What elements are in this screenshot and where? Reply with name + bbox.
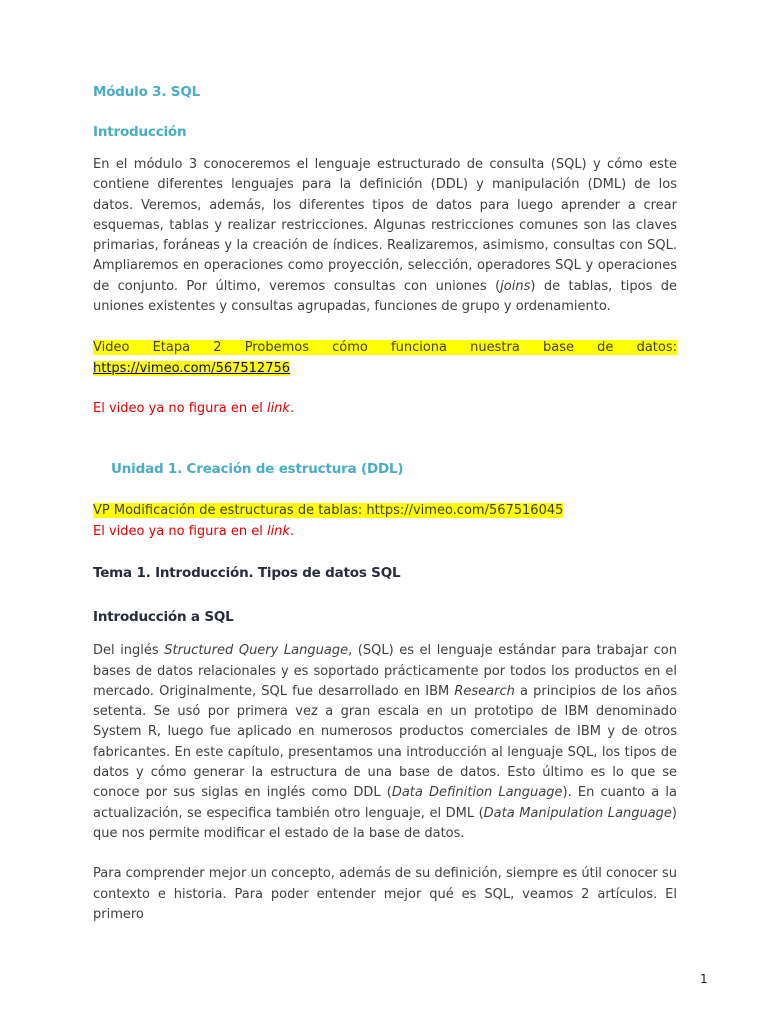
sql-intro-heading: Introducción a SQL: [93, 609, 234, 626]
topic-heading: Tema 1. Introducción. Tipos de datos SQL: [93, 565, 401, 582]
video1-block: [93, 338, 677, 379]
video2-note: [93, 522, 677, 542]
intro-heading: Introducción: [93, 124, 187, 140]
sql-italic-2: Research: [454, 683, 515, 699]
sql-text-5: ) que nos permite modificar el estado de la base de datos.: [93, 805, 677, 841]
video2-note-text: El video ya no figura en el: [93, 524, 267, 540]
sql-text-3: a principios de los años setenta. Se usó por primera vez a gran escala en un prototipo de IBM denominado System R, luego fue aplicado en numerosos productos comerciales de IBM y de otros fabricantes. En este capítulo, presentamos una introducción al lenguaje SQL, los tipos de datos y cómo generar la estructura de una base de datos. Esto último es lo que se conoce por sus siglas en inglés como DDL (: [93, 683, 677, 801]
sql-text-1: Del inglés: [93, 643, 165, 659]
video1-note: [93, 399, 677, 419]
intro-text-2: ) de tablas, tipos de uniones existentes y consultas agrupadas, funciones de grupo y ordenamiento.: [93, 278, 677, 315]
sql-paragraph: [93, 641, 677, 844]
video1-link-line: [93, 359, 677, 379]
intro-italic: joins: [500, 278, 531, 294]
video1-text: Video Etapa 2 Probemos cómo funciona nuestra base de datos:: [93, 340, 677, 356]
video2-text[interactable]: VP Modificación de estructuras de tablas: https://vimeo.com/567516045: [93, 502, 564, 518]
sql-italic-3: Data Definition Language: [391, 785, 563, 801]
sql-italic-4: Data Manipulation Language: [483, 805, 672, 821]
video1-note-text: El video ya no figura en el: [93, 400, 267, 416]
video2-note-italic: link: [266, 524, 290, 540]
video1-text-line: [93, 338, 677, 358]
sql-italic-1: Structured Query Language: [164, 643, 349, 659]
video2-note-end: .: [289, 524, 295, 540]
intro-text-1: En el módulo 3 conoceremos el lenguaje estructurado de consulta (SQL) y cómo este contiene diferentes lenguajes para la definición (DDL) y manipulación (DML) de los datos. Veremos, además, los diferentes tipos de datos para luego aprender a crear esquemas, tablas y realizar restricciones. Algunas restricciones comunes son las claves primarias, foráneas y la creación de índices. Realizaremos, asimismo, consultas con SQL. Ampliaremos en operaciones como proyección, selección, operadores SQL y operaciones de conjunto. Por último, veremos consultas con uniones (: [93, 157, 677, 294]
sql-text-2: , (SQL) es el lenguaje estándar para trabajar con bases de datos relacionales y es soportado prácticamente por todos los productos en el mercado. Originalmente, SQL fue desarrollado en IBM: [93, 643, 677, 699]
video2-line: [93, 501, 677, 521]
last-paragraph: Para comprender mejor un concepto, además de su definición, siempre es útil conocer su contexto e historia. Para poder entender mejor qué es SQL, veamos 2 artículos. El primero: [93, 866, 677, 922]
unit-heading: Unidad 1. Creación de estructura (DDL): [111, 460, 404, 477]
module-title: Módulo 3. SQL: [93, 84, 201, 100]
video1-note-end: .: [289, 400, 295, 416]
video1-link[interactable]: https://vimeo.com/567512756: [93, 360, 291, 376]
sql-text-4: ). En cuanto a la actualización, se especifica también otro lenguaje, el DML (: [93, 785, 678, 821]
video1-note-italic: link: [266, 400, 290, 416]
page-number: 1: [700, 972, 708, 986]
page-content: [93, 84, 677, 925]
intro-paragraph: [93, 155, 677, 317]
